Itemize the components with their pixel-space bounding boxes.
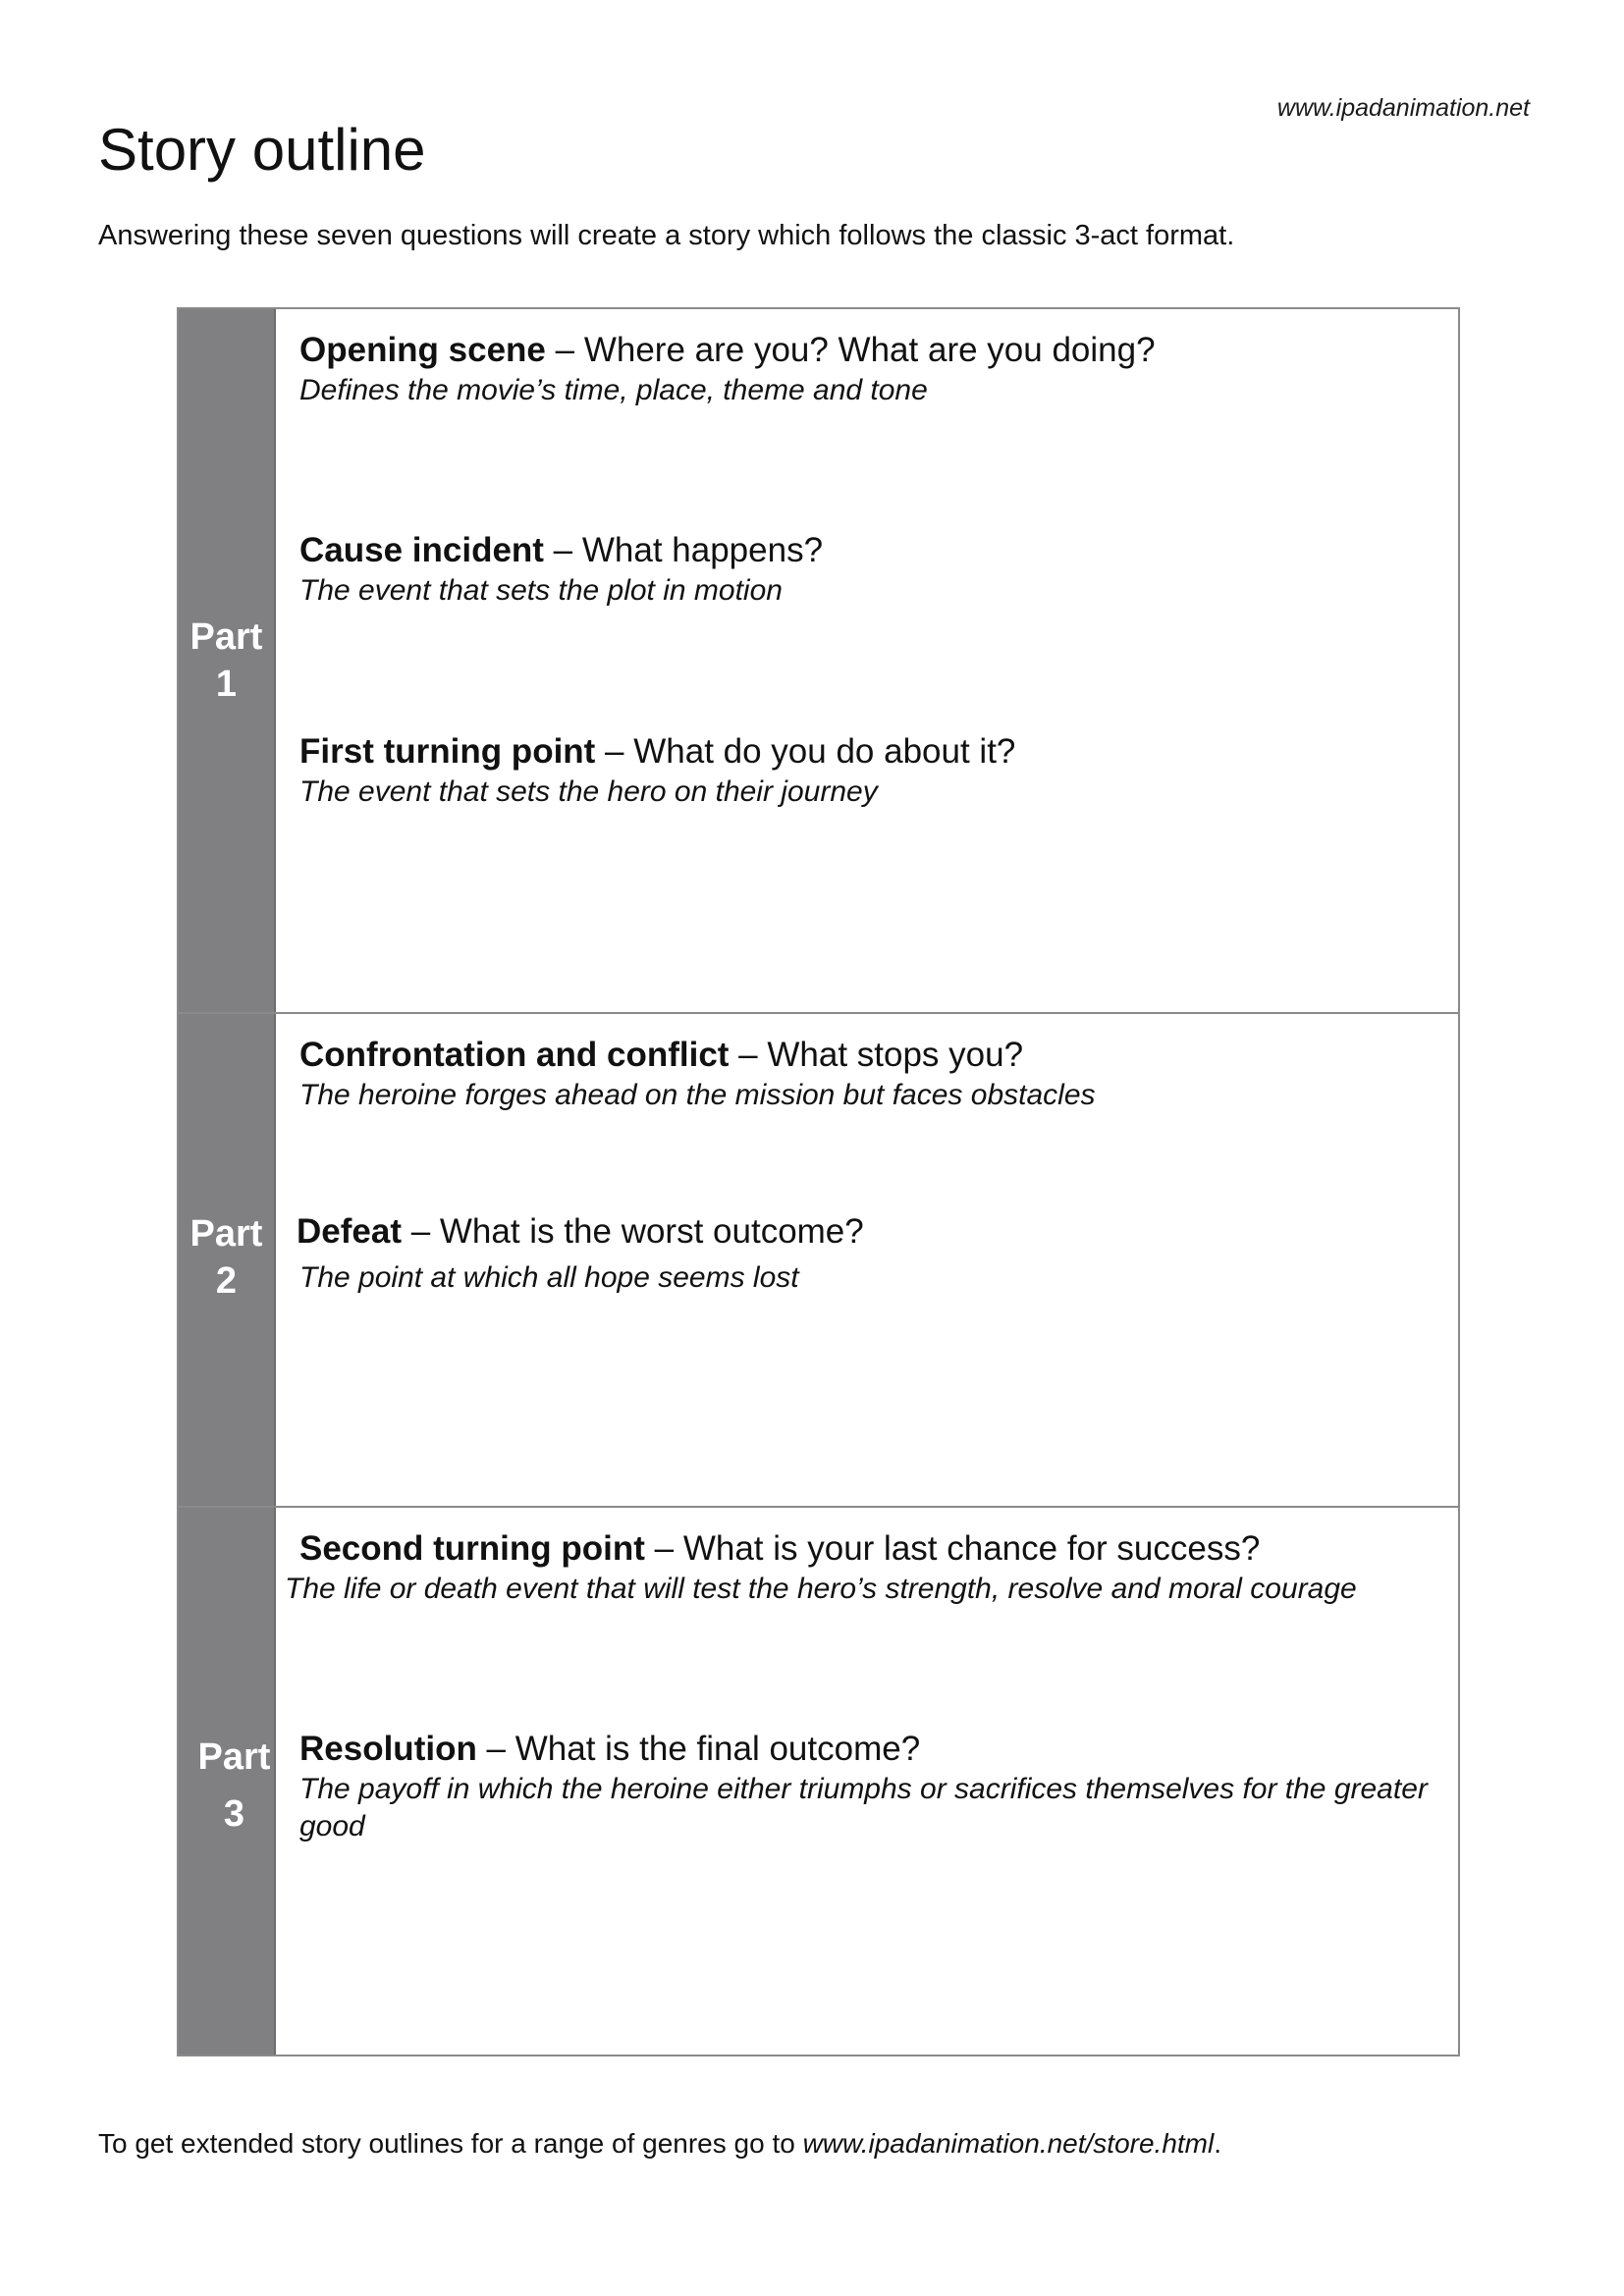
prompt-heading: Defeat: [297, 1212, 402, 1251]
prompt-heading: Resolution: [299, 1730, 477, 1768]
prompt-second-turning-point: [285, 1527, 1429, 1608]
prompt-cause-incident: [299, 529, 1429, 610]
act-label-number: 2: [215, 1260, 238, 1302]
footer-end: .: [1214, 2128, 1222, 2159]
intro-text: Answering these seven questions will create a story which follows the classic 3-act format.: [98, 220, 1235, 251]
store-link[interactable]: www.ipadanimation.net/store.html: [802, 2128, 1215, 2159]
prompt-resolution: [299, 1728, 1429, 1845]
act-label: [187, 1734, 282, 1838]
act-sidebar: [179, 309, 276, 1012]
prompt-question: – What happens?: [543, 531, 824, 569]
prompt-defeat: [297, 1210, 1429, 1297]
act-label: [179, 614, 274, 708]
prompt-description: The life or death event that will test the hero’s strength, resolve and moral courage: [285, 1573, 1357, 1605]
prompt-description: Defines the movie’s time, place, theme and tone: [299, 374, 928, 406]
prompt-confrontation-and-conflict: [299, 1034, 1429, 1114]
prompt-question: – What is the worst outcome?: [401, 1212, 864, 1251]
act-part-2: [179, 1012, 1458, 1508]
act-label-word: Part: [197, 1736, 271, 1778]
prompt-question: – What is the final outcome?: [476, 1730, 921, 1768]
footer-note: [98, 2128, 1221, 2160]
prompt-description: The heroine forges ahead on the mission but faces obstacles: [299, 1079, 1096, 1111]
prompt-description: The payoff in which the heroine either triumphs or sacrifices themselves for the greater good: [299, 1773, 1428, 1842]
prompt-description: The point at which all hope seems lost: [299, 1261, 799, 1294]
prompt-first-turning-point: [299, 730, 1429, 811]
act-part-1: [179, 309, 1458, 1012]
prompt-question: – What stops you?: [729, 1036, 1024, 1074]
act-sidebar: [179, 1014, 276, 1508]
prompt-heading: Opening scene: [299, 331, 546, 369]
act-part-3: [179, 1506, 1458, 2055]
act-label-number: 3: [223, 1793, 245, 1835]
prompt-question: – What is your last chance for success?: [644, 1529, 1261, 1568]
act-sidebar: [179, 1508, 276, 2055]
page-title: Story outline: [98, 117, 426, 183]
prompt-heading: Cause incident: [299, 531, 544, 569]
prompt-description: The event that sets the hero on their journey: [299, 775, 878, 808]
prompt-heading: Confrontation and conflict: [299, 1036, 730, 1074]
prompt-heading: First turning point: [299, 732, 596, 771]
act-label: [179, 1210, 274, 1305]
prompt-heading: Second turning point: [299, 1529, 645, 1568]
prompt-question: – Where are you? What are you doing?: [545, 331, 1156, 369]
footer-text: To get extended story outlines for a range of genres go to: [98, 2128, 803, 2159]
act-label-number: 1: [215, 664, 238, 705]
site-url[interactable]: www.ipadanimation.net: [1276, 94, 1530, 122]
prompt-opening-scene: [299, 329, 1429, 409]
prompt-description: The event that sets the plot in motion: [299, 574, 783, 607]
story-outline-table: [177, 307, 1460, 2056]
act-label-word: Part: [189, 1213, 263, 1255]
act-label-word: Part: [189, 616, 263, 658]
prompt-question: – What do you do about it?: [595, 732, 1016, 771]
